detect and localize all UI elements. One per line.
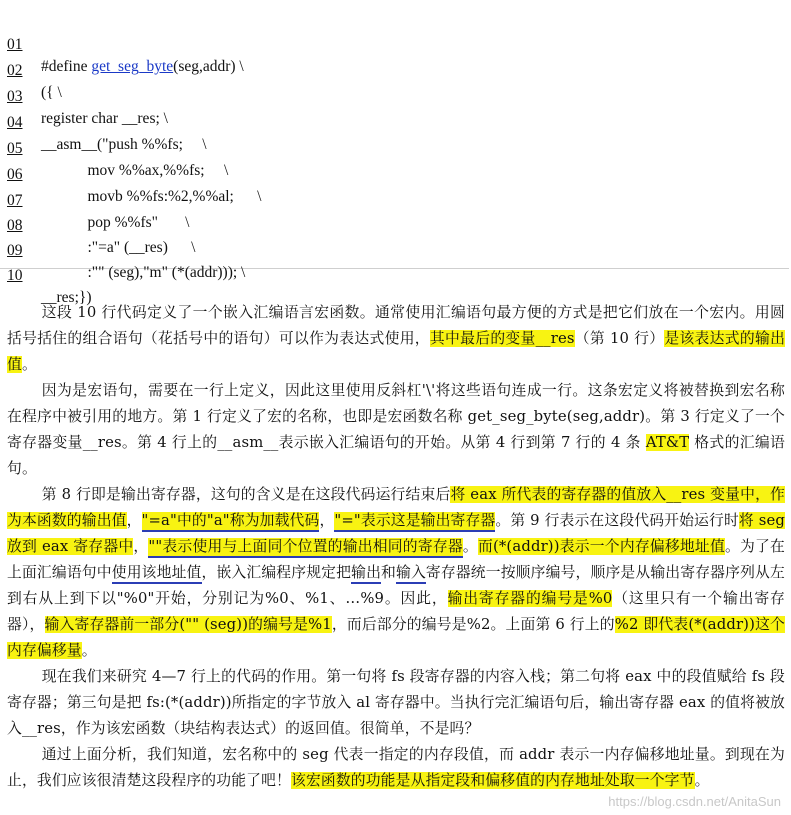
paragraph-4 [7, 664, 785, 742]
text-run: 寄存器统一按顺序编号，顺序是从输出寄存器序列从左到右从上到下以"%0"开始，分别记为%0、%1、…%9。因此， [7, 564, 785, 607]
paragraph-2 [7, 378, 785, 482]
highlight: 将 seg 放到 eax 寄存器中 [7, 512, 785, 555]
code-listing [0, 0, 789, 306]
text-run: 。第 9 行表示在这段代码开始运行时 [495, 512, 739, 529]
text-run: ，嵌入汇编程序规定把 [201, 564, 352, 581]
code-text: :"=a" (__res) \ [41, 239, 196, 256]
code-segment: (seg,addr) \ [173, 58, 244, 75]
code-text: ({ \ [41, 84, 62, 101]
text-run: 。 [81, 642, 97, 659]
underline-mark: 输入 [396, 564, 426, 584]
highlight: %2 即代表(*(addr))这个内存偏移量 [7, 616, 785, 659]
line-number: 07 [7, 192, 23, 209]
code-text: mov %%ax,%%fs; \ [41, 162, 229, 179]
highlight: 将 eax 所代表的寄存器的值放入__res 变量中，作为本函数的输出值 [7, 486, 785, 529]
paragraph-5 [7, 742, 785, 794]
text-run: 。为了在上面汇编语句中 [7, 538, 786, 581]
highlight: AT&T [645, 434, 690, 451]
code-segment: #define [41, 58, 92, 75]
line-number: 08 [7, 217, 23, 234]
line-number: 03 [7, 88, 23, 105]
line-number: 06 [7, 166, 23, 183]
underline-mark: 使用该地址值 [112, 564, 202, 584]
highlight: 其中最后的变量__res [429, 330, 575, 347]
line-number: 09 [7, 242, 23, 259]
code-text: pop %%fs" \ [41, 214, 190, 231]
line-number: 04 [7, 114, 23, 131]
highlight: 而(*(addr))表示一个内存偏移地址值 [477, 538, 725, 555]
code-text: register char __res; \ [41, 110, 168, 127]
highlight: "="表示这是输出寄存器 [334, 512, 495, 532]
underline-mark: 输出 [351, 564, 381, 584]
text-run: 第 8 行即是输出寄存器，这句的含义是在这段代码运行结束后 [41, 486, 451, 503]
text-run: 。 [462, 538, 478, 555]
line-number: 02 [7, 62, 23, 79]
line-number: 01 [7, 36, 23, 53]
text-run: ， [133, 538, 149, 555]
code-text: __res;}) [41, 289, 92, 306]
text-run: （第 10 行） [574, 330, 665, 347]
text-run: 。 [694, 772, 710, 789]
text-run: ，而后部分的编号是%2。上面第 6 行上的 [331, 616, 615, 633]
code-text: :"" (seg),"m" (*(addr))); \ [41, 264, 246, 281]
text-run: ， [126, 512, 142, 529]
text-run: 因为是宏语句，需要在一行上定义，因此这里使用反斜杠'\'将这些语句连成一行。这条宏定义将被替换到宏名称在程序中被引用的地方。第 1 行定义了宏的名称，也即是宏函数名称 get_seg_byte(seg,addr)。第 3 行定义了一个寄存器变量__res。第 4 行上的__asm__表示嵌入汇编语句的开始。从第 4 行到第 7 行的 4 条 [7, 382, 785, 451]
line-number: 05 [7, 140, 23, 157]
text-run: （这里只有一个输出寄存器）， [7, 590, 785, 633]
explanation-text [7, 300, 785, 794]
highlight: ""表示使用与上面同个位置的输出相同的寄存器 [148, 538, 462, 558]
text-run: 这段 10 行代码定义了一个嵌入汇编语言宏函数。通常使用汇编语句最方便的方式是把它们放在一个宏内。用圆括号括住的组合语句（花括号中的语句）可以作为表达式使用， [7, 304, 785, 347]
text-run: ， [319, 512, 335, 529]
code-text: movb %%fs:%2,%%al; \ [41, 188, 262, 205]
highlight: "=a"中的"a"称为加载代码 [142, 512, 320, 532]
line-number: 10 [7, 267, 23, 284]
text-run: 通过上面分析，我们知道，宏名称中的 seg 代表一指定的内存段值，而 addr 表示一内存偏移地址量。到现在为止，我们应该很清楚这段程序的功能了吧！ [7, 746, 785, 789]
highlight: 该宏函数的功能是从指定段和偏移值的内存地址处取一个字节 [291, 772, 695, 789]
watermark: https://blog.csdn.net/AnitaSun [608, 794, 781, 809]
highlight: 是该表达式的输出值 [7, 330, 786, 373]
paragraph-1 [7, 300, 785, 378]
paragraph-3 [7, 482, 785, 664]
macro-name-link[interactable]: get_seg_byte [91, 58, 174, 75]
text-run: 现在我们来研究 4—7 行上的代码的作用。第一句将 fs 段寄存器的内容入栈；第二句将 eax 中的段值赋给 fs 段寄存器；第三句是把 fs:(*(addr))所指定的字节放入 al 寄存器中。当执行完汇编语句后，输出寄存器 eax 的值将被放入__res，作为该宏函数（块结构表达式）的返回值。很简单，不是吗？ [7, 668, 785, 737]
code-text: __asm__("push %%fs; \ [41, 136, 207, 153]
highlight: 输入寄存器前一部分("" (seg))的编号是%1 [44, 616, 332, 633]
highlight: 输出寄存器的编号是%0 [447, 590, 613, 607]
text-run: 和 [381, 564, 396, 581]
text-run: 。 [21, 356, 37, 373]
text-run: 格式的汇编语句。 [7, 434, 785, 477]
